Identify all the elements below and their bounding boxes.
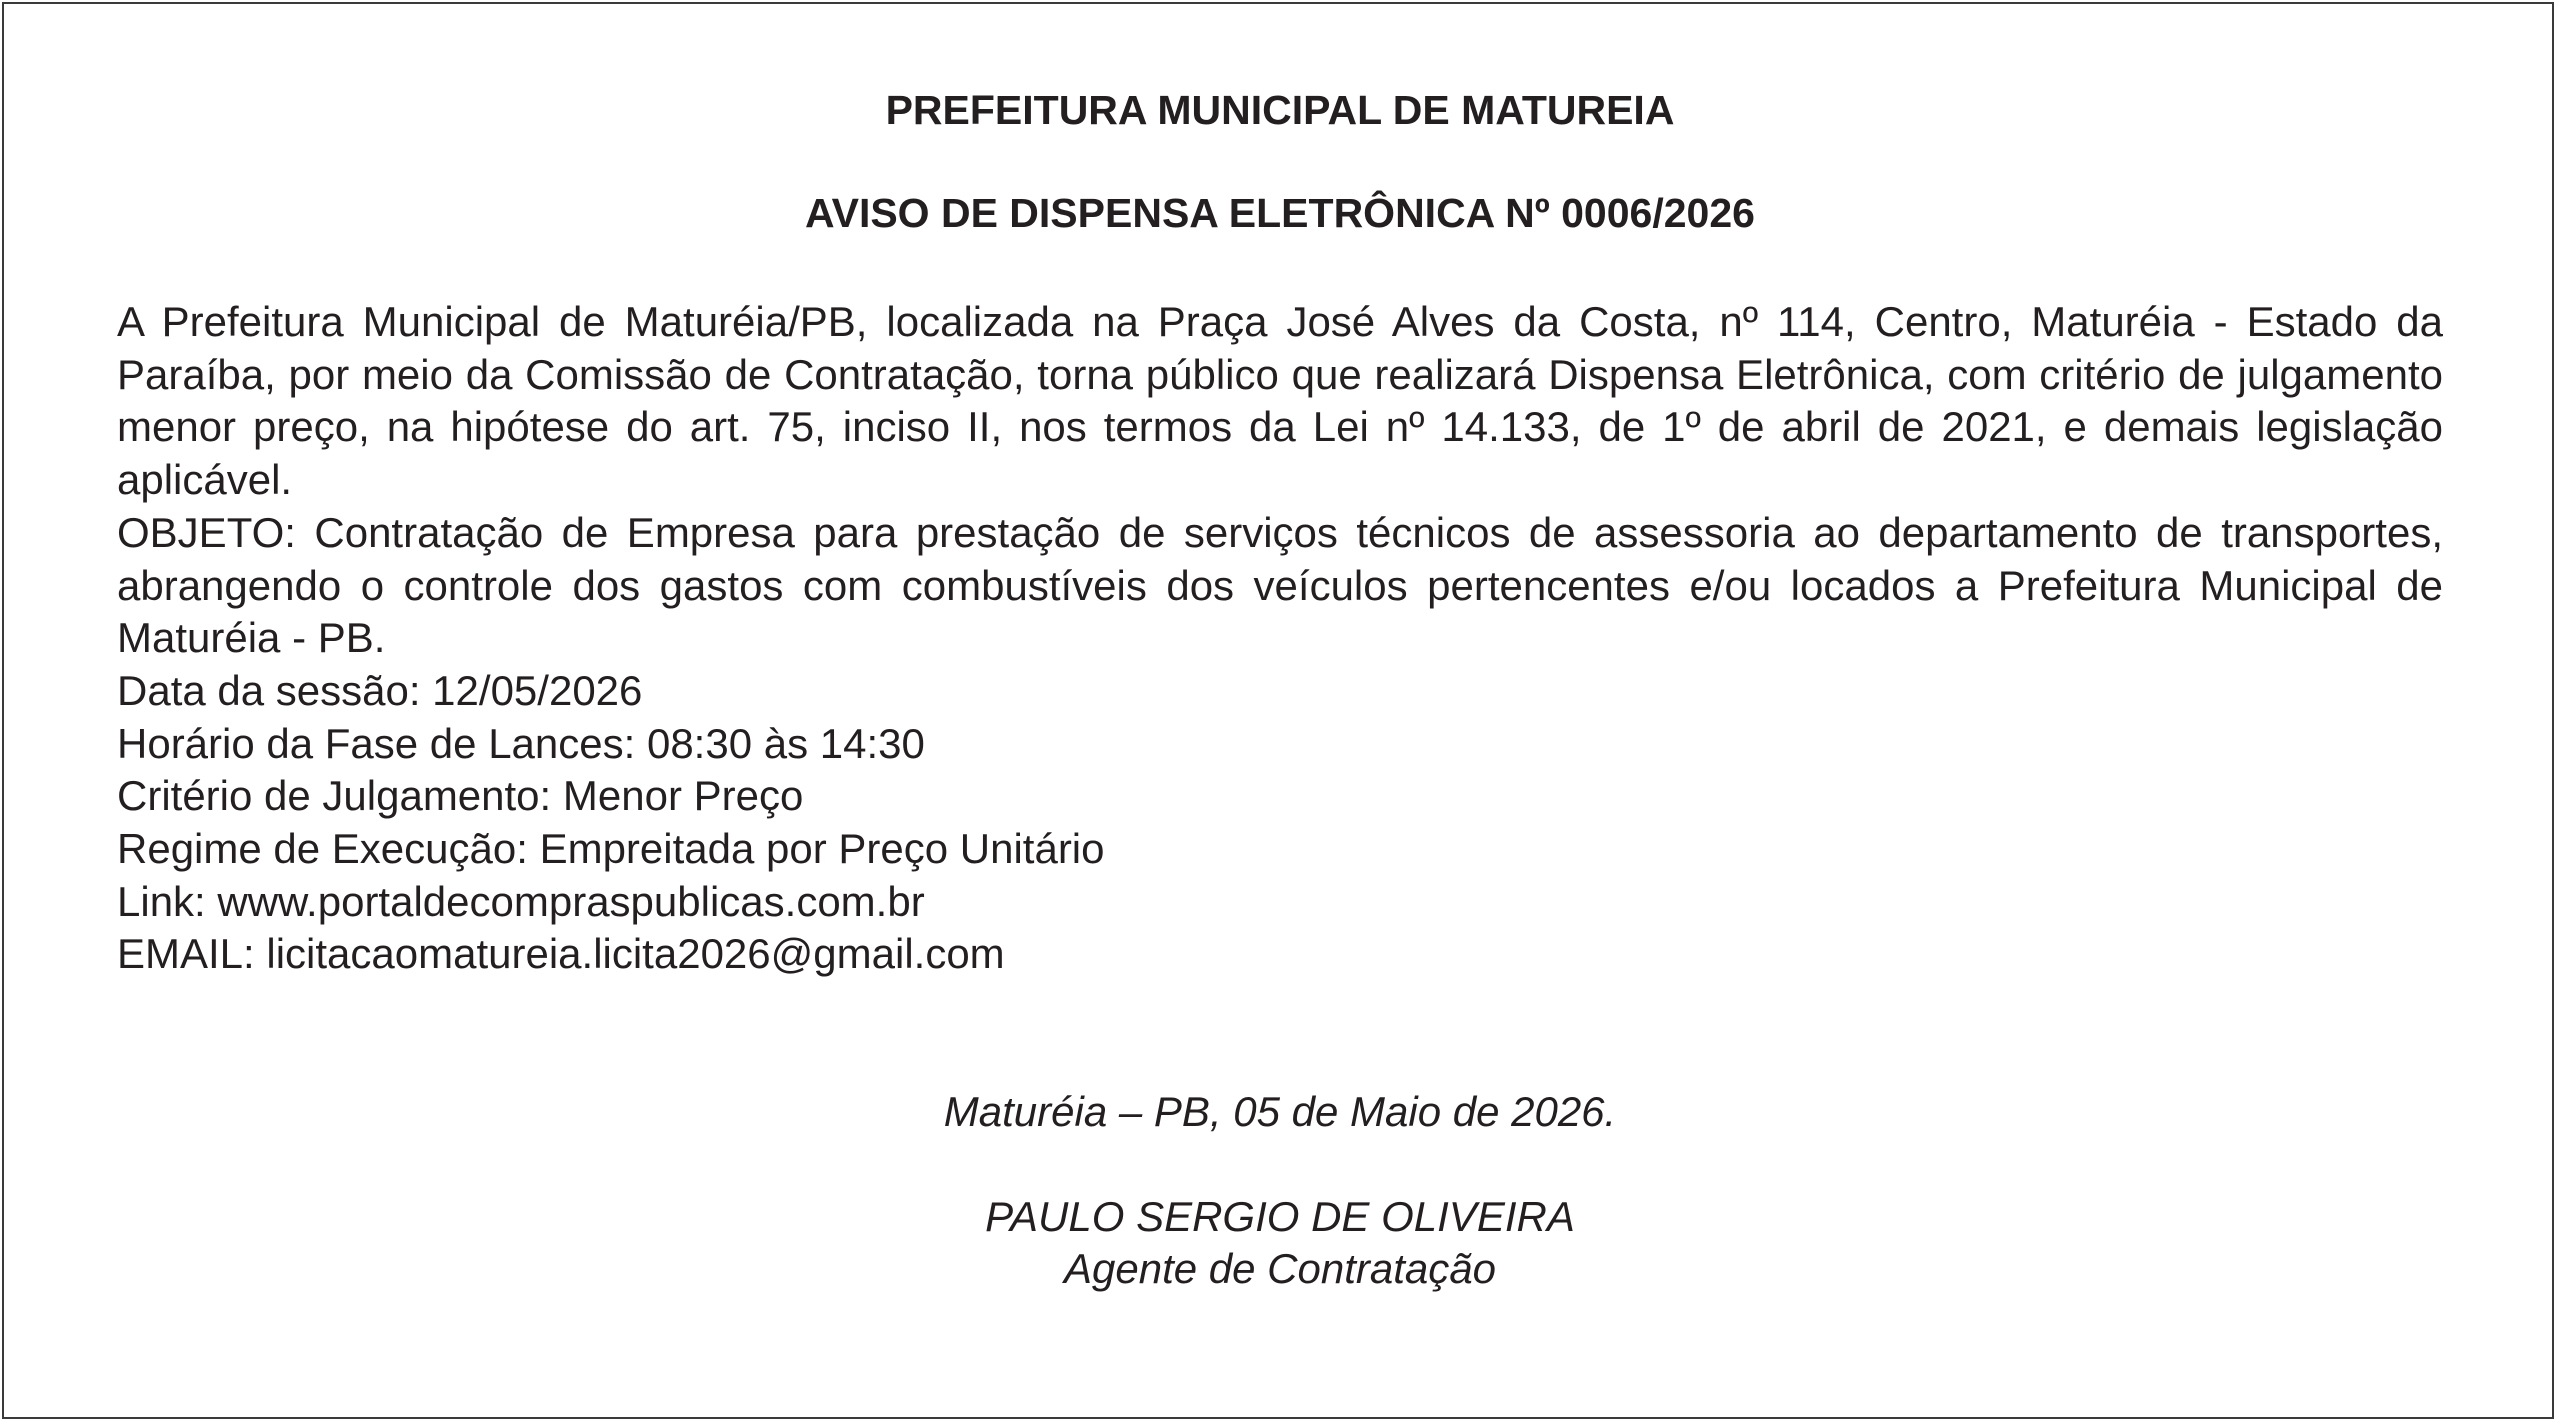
session-date-line: Data da sessão: 12/05/2026 (117, 666, 643, 714)
place-date: Maturéia – PB, 05 de Maio de 2026. (943, 1088, 1617, 1135)
intro-paragraph: A Prefeitura Municipal de Maturéia/PB, localizada na Praça José Alves da Costa, nº 114, Centro, Maturéia - Estado da Paraíba, por meio da Comissão de Contratação, torna público que realizará Dispensa Eletrônica, com critério de julgamento menor preço, na hipótese do art. 75, inciso II, nos termos da Lei nº 14.133, de 1º de abril de 2021, e demais legislação aplicável. (117, 298, 2443, 504)
notice-title: AVISO DE DISPENSA ELETRÔNICA Nº 0006/2026 (805, 190, 1755, 236)
criterion-line: Critério de Julgamento: Menor Preço (117, 772, 804, 820)
notice-body (117, 296, 2443, 981)
bidding-hours-line: Horário da Fase de Lances: 08:30 às 14:30 (117, 719, 925, 767)
organization-heading: PREFEITURA MUNICIPAL DE MATUREIA (885, 87, 1675, 133)
link-line: Link: www.portaldecompraspublicas.com.br (117, 877, 925, 925)
regime-line: Regime de Execução: Empreitada por Preço Unitário (117, 825, 1105, 873)
signer-name: PAULO SERGIO DE OLIVEIRA (985, 1193, 1575, 1240)
object-paragraph: OBJETO: Contratação de Empresa para prestação de serviços técnicos de assessoria ao departamento de transportes, abrangendo o controle dos gastos com combustíveis dos veículos pertencentes e/ou locados a Prefeitura Municipal de Maturéia - PB. (117, 508, 2443, 662)
signer-role: Agente de Contratação (1064, 1245, 1496, 1292)
email-line: EMAIL: licitacaomatureia.licita2026@gmail.com (117, 930, 1005, 978)
